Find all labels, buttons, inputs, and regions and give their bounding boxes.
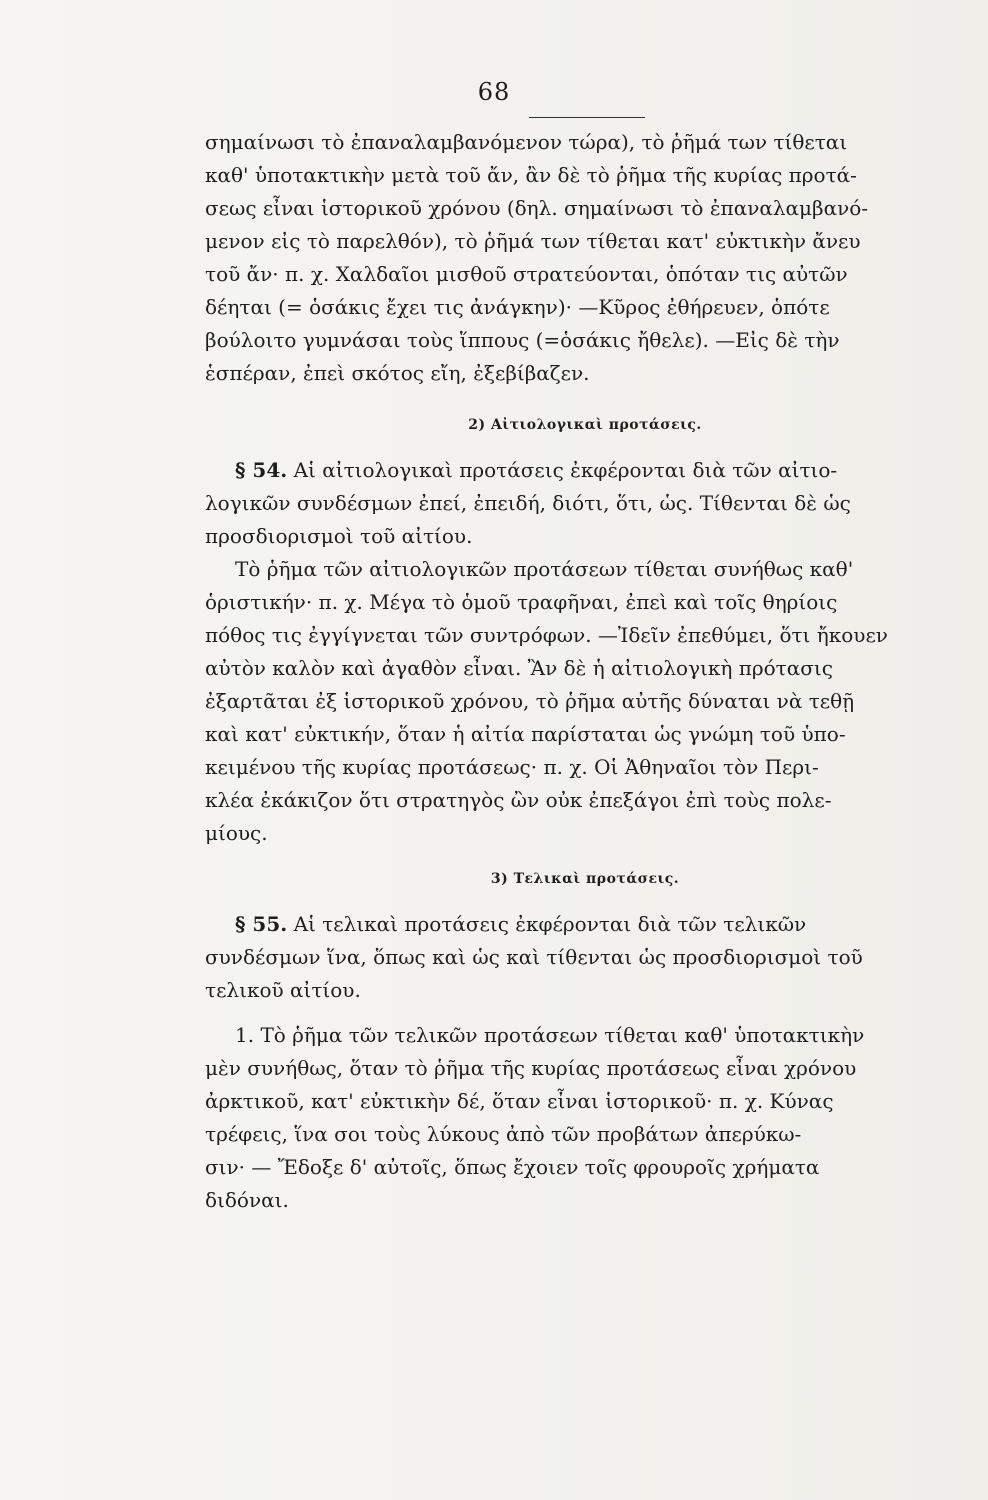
- text-line: καὶ κατ' εὐκτικήν, ὅταν ἡ αἰτία παρίσταται ὡς γνώμη τοῦ ὑπο-: [205, 722, 846, 746]
- text-line: συνδέσμων ἵνα, ὅπως καὶ ὡς καὶ τίθενται ὡς προσδιορισμοὶ τοῦ: [205, 945, 863, 969]
- text-line: μενον εἰς τὸ παρελθόν), τὸ ῥῆμά των τίθεται κατ' εὐκτικὴν ἄνευ: [205, 229, 861, 253]
- text-line: τρέφεις, ἵνα σοι τοὺς λύκους ἀπὸ τῶν προβάτων ἀπερύκω-: [205, 1122, 802, 1146]
- text-line: κειμένου τῆς κυρίας προτάσεως· π. χ. Οἱ Ἀθηναῖοι τὸν Περι-: [205, 755, 819, 779]
- section-heading-causal: 2) Αἰτιολογικαὶ προτάσεις.: [468, 417, 702, 433]
- text-line: κλέα ἐκάκιζον ὅτι στρατηγὸς ὢν οὐκ ἐπεξάγοι ἐπὶ τοὺς πολε-: [205, 788, 832, 812]
- section-55-mark: § 55.: [235, 912, 288, 936]
- text-line: αὐτὸν καλὸν καὶ ἀγαθὸν εἶναι. Ἂν δὲ ἡ αἰτιολογικὴ πρότασις: [205, 656, 833, 680]
- text-line: βούλοιτο γυμνάσαι τοὺς ἵππους (=ὁσάκις ἤθελε). —Εἰς δὲ τὴν: [205, 328, 840, 352]
- text-line: δέηται (= ὁσάκις ἔχει τις ἀνάγκην)· —Κῦρος ἐθήρευεν, ὁπότε: [205, 295, 830, 319]
- paragraph-first-line: 1. Τὸ ῥῆμα τῶν τελικῶν προτάσεων τίθεται καθ' ὑποτακτικὴν: [235, 1023, 865, 1047]
- text-line: σιν· — Ἔδοξε δ' αὐτοῖς, ὅπως ἔχοιεν τοῖς φρουροῖς χρήματα: [205, 1155, 820, 1179]
- section-heading-final: 3) Τελικαὶ προτάσεις.: [490, 871, 680, 887]
- text-line: τελικοῦ αἰτίου.: [205, 978, 361, 1002]
- section-54-mark: § 54.: [235, 458, 288, 482]
- section-54-text: Αἱ αἰτιολογικαὶ προτάσεις ἐκφέρονται διὰ τῶν αἰτιο-: [293, 458, 838, 482]
- text-line: ἐξαρτᾶται ἐξ ἱστορικοῦ χρόνου, τὸ ῥῆμα αὐτῆς δύναται νὰ τεθῇ: [205, 689, 855, 713]
- text-line: διδόναι.: [205, 1188, 289, 1212]
- text-line: μὲν συνήθως, ὅταν τὸ ῥῆμα τῆς κυρίας προτάσεως εἶναι χρόνου: [205, 1056, 857, 1080]
- paragraph-first-line: Τὸ ῥῆμα τῶν αἰτιολογικῶν προτάσεων τίθεται συνήθως καθ': [235, 557, 854, 581]
- text-line: λογικῶν συνδέσμων ἐπεί, ἐπειδή, διότι, ὅτι, ὡς. Τίθενται δὲ ὡς: [205, 491, 851, 515]
- page-number: 68: [477, 78, 511, 106]
- section-55-text: Αἱ τελικαὶ προτάσεις ἐκφέρονται διὰ τῶν τελικῶν: [293, 912, 807, 936]
- text-line: σημαίνωσι τὸ ἐπαναλαμβανόμενον τώρα), τὸ ῥῆμά των τίθεται: [205, 130, 848, 154]
- body-text: [205, 126, 965, 1217]
- section-55-first-line: [205, 908, 965, 941]
- text-line: σεως εἶναι ἱστορικοῦ χρόνου (δηλ. σημαίνωσι τὸ ἐπαναλαμβανό-: [205, 196, 869, 220]
- text-line: πόθος τις ἐγγίγνεται τῶν συντρόφων. —Ἰδεῖν ἐπεθύμει, ὅτι ἤκουεν: [205, 623, 888, 647]
- section-54-first-line: [205, 454, 965, 487]
- text-line: ἀρκτικοῦ, κατ' εὐκτικὴν δέ, ὅταν εἶναι ἱστορικοῦ· π. χ. Κύνας: [205, 1089, 834, 1113]
- text-line: προσδιορισμοὶ τοῦ αἰτίου.: [205, 524, 473, 548]
- text-line: μίους.: [205, 821, 268, 845]
- text-line: ἑσπέραν, ἐπεὶ σκότος εἴη, ἐξεβίβαζεν.: [205, 361, 590, 385]
- text-line: ὁριστικήν· π. χ. Μέγα τὸ ὁμοῦ τραφῆναι, ἐπεὶ καὶ τοῖς θηρίοις: [205, 590, 838, 614]
- text-line: τοῦ ἄν· π. χ. Χαλδαῖοι μισθοῦ στρατεύονται, ὁπόταν τις αὐτῶν: [205, 262, 848, 286]
- page-number-rule: [529, 117, 645, 118]
- text-line: καθ' ὑποτακτικὴν μετὰ τοῦ ἄν, ἂν δὲ τὸ ῥῆμα τῆς κυρίας προτά-: [205, 163, 857, 187]
